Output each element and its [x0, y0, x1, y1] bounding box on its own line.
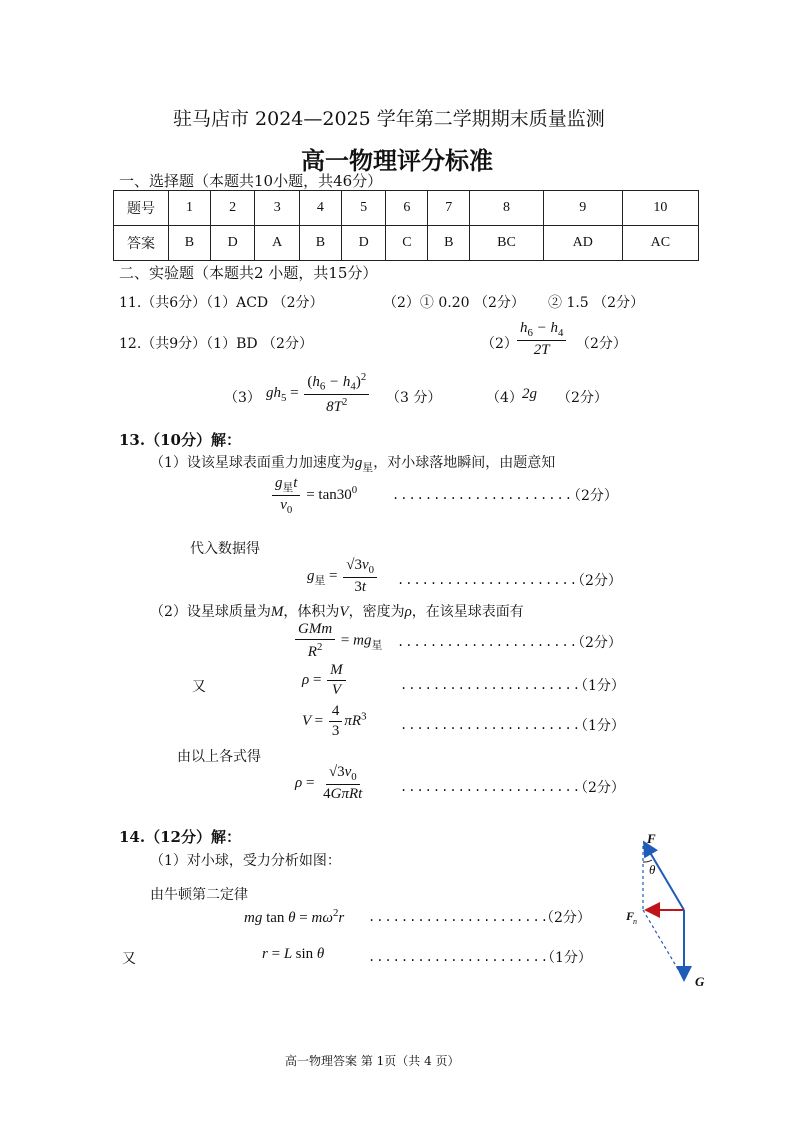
dots-leader: ......................	[400, 678, 581, 692]
q12-part2-score: （2分）	[576, 336, 627, 352]
q12-part3-score: （3 分）	[386, 390, 442, 406]
score-label: （1分）	[541, 950, 592, 966]
q13-p1-text-a: （1）设该星球表面重力加速度为	[150, 455, 355, 471]
q14-p1-text: （1）对小球，受力分析如图：	[150, 853, 341, 869]
table-cell: A	[255, 226, 300, 261]
table-cell: BC	[470, 226, 544, 261]
score-label: （1分）	[574, 678, 625, 694]
table-header-cell: 答案	[114, 226, 169, 261]
table-cell: 6	[386, 191, 428, 226]
q12-part3-formula: $gh_5$ = $\frac{(h_6 - h_4)^2}{8T^2}$	[266, 371, 371, 416]
table-header-cell: 题号	[114, 191, 169, 226]
combine-label: 由以上各式得	[177, 749, 261, 765]
score-label: （2分）	[567, 488, 618, 504]
table-cell: D	[210, 226, 255, 261]
table-cell: AD	[543, 226, 622, 261]
label-g: G	[695, 974, 705, 989]
q12-part2-formula: $\frac{h_6 - h_4}{2T}$	[515, 320, 568, 359]
table-cell: B	[428, 226, 470, 261]
q13-p2-text: （2）设星球质量为M，体积为V，密度为ρ，在该星球表面有	[150, 604, 524, 620]
q13-p1-text: （1）设该星球表面重力加速度为$g_星$，对小球落地瞬间，由题意知	[150, 455, 556, 474]
dots-leader: ......................	[400, 718, 581, 732]
score-label: （2分）	[540, 910, 591, 926]
section1-heading: 一、选择题（本题共10小题，共46分）	[119, 172, 383, 190]
also-label: 又	[122, 951, 136, 967]
table-cell: 4	[299, 191, 341, 226]
q13-substitute: 代入数据得	[190, 541, 260, 557]
label-theta: θ	[649, 862, 656, 877]
q11-part1: 11.（共6分）（1）ACD （2分）	[119, 295, 324, 311]
q13-formula-3: $\frac{\text{GMm}}{R^2}$ = $mg_星$	[293, 621, 382, 661]
q12-part4-label: （4）	[486, 390, 523, 406]
dots-leader: ......................	[368, 910, 549, 924]
q12-part4-score: （2分）	[557, 390, 608, 406]
q14-formula-1: mg $\tan \theta = m\omega^2r$	[244, 907, 345, 926]
table-cell: C	[386, 226, 428, 261]
table-row	[114, 226, 699, 261]
q12-part1: 12.（共9分）（1）BD （2分）	[119, 336, 313, 352]
label-fn: F	[626, 909, 635, 923]
q13-formula-6: ρ = $\frac{√3v_0}{\text{4GπRt}}$	[295, 764, 363, 803]
label-f: F	[647, 831, 656, 846]
section2-heading: 二、实验题（本题共2 小题，共15分）	[119, 264, 378, 282]
score-label: （2分）	[571, 573, 622, 589]
exam-title: 驻马店市 2024—2025 学年第二学期期末质量监测	[173, 108, 605, 130]
answer-table	[113, 190, 699, 261]
q11-part2: （2）① 0.20 （2分）	[383, 295, 525, 311]
score-label: （1分）	[574, 718, 625, 734]
score-label: （2分）	[571, 635, 622, 651]
label-fn-sub: n	[633, 917, 637, 926]
q12-part4-value: 2g	[522, 386, 537, 402]
table-cell: AC	[622, 226, 698, 261]
dots-leader: ......................	[368, 950, 549, 964]
q13-formula-4: ρ = $\frac{M}{V}$	[302, 662, 348, 700]
page-title: 高一物理评分标准	[301, 146, 493, 175]
table-cell: 1	[169, 191, 211, 226]
table-cell: B	[169, 226, 211, 261]
q13-formula-1: $\frac{g_星t}{v_0}$ = $\tan 30^0$	[270, 475, 357, 516]
dots-leader: ......................	[392, 488, 573, 502]
table-cell: 10	[622, 191, 698, 226]
newton-label: 由牛顿第二定律	[150, 887, 248, 903]
table-cell: 2	[210, 191, 255, 226]
table-cell: D	[341, 226, 386, 261]
dots-leader: ......................	[400, 780, 581, 794]
table-cell: 7	[428, 191, 470, 226]
q13-p1-text-b: ，对小球落地瞬间，由题意知	[373, 455, 556, 471]
q13-formula-2: $g_星$ = $\frac{√3v_0}{3t}$	[307, 557, 379, 596]
table-cell: B	[299, 226, 341, 261]
dots-leader: ......................	[397, 635, 578, 649]
table-row	[114, 191, 699, 226]
q11-part3: ② 1.5 （2分）	[548, 295, 645, 311]
q12-part3-label: （3）	[224, 390, 261, 406]
dashed-diagonal	[643, 910, 682, 976]
table-cell: 8	[470, 191, 544, 226]
table-cell: 5	[341, 191, 386, 226]
tension-arrow	[645, 844, 684, 910]
star-subscript: 星	[362, 461, 374, 474]
q14-heading: 14.（12分）解：	[119, 828, 241, 846]
q13-heading: 13.（10分）解：	[119, 431, 241, 449]
table-cell: 3	[255, 191, 300, 226]
score-label: （2分）	[574, 780, 625, 796]
dots-leader: ......................	[397, 573, 578, 587]
q13-formula-5: V = $\frac{4}{3}$ $\pi R^3$	[302, 703, 367, 740]
table-cell: 9	[543, 191, 622, 226]
q12-part2-label: （2）	[481, 336, 518, 352]
q14-formula-2: r = L sin θ	[262, 946, 325, 962]
also-label: 又	[192, 679, 206, 695]
force-diagram	[606, 828, 712, 993]
page-footer: 高一物理答案 第 1页（共 4 页）	[285, 1054, 460, 1068]
